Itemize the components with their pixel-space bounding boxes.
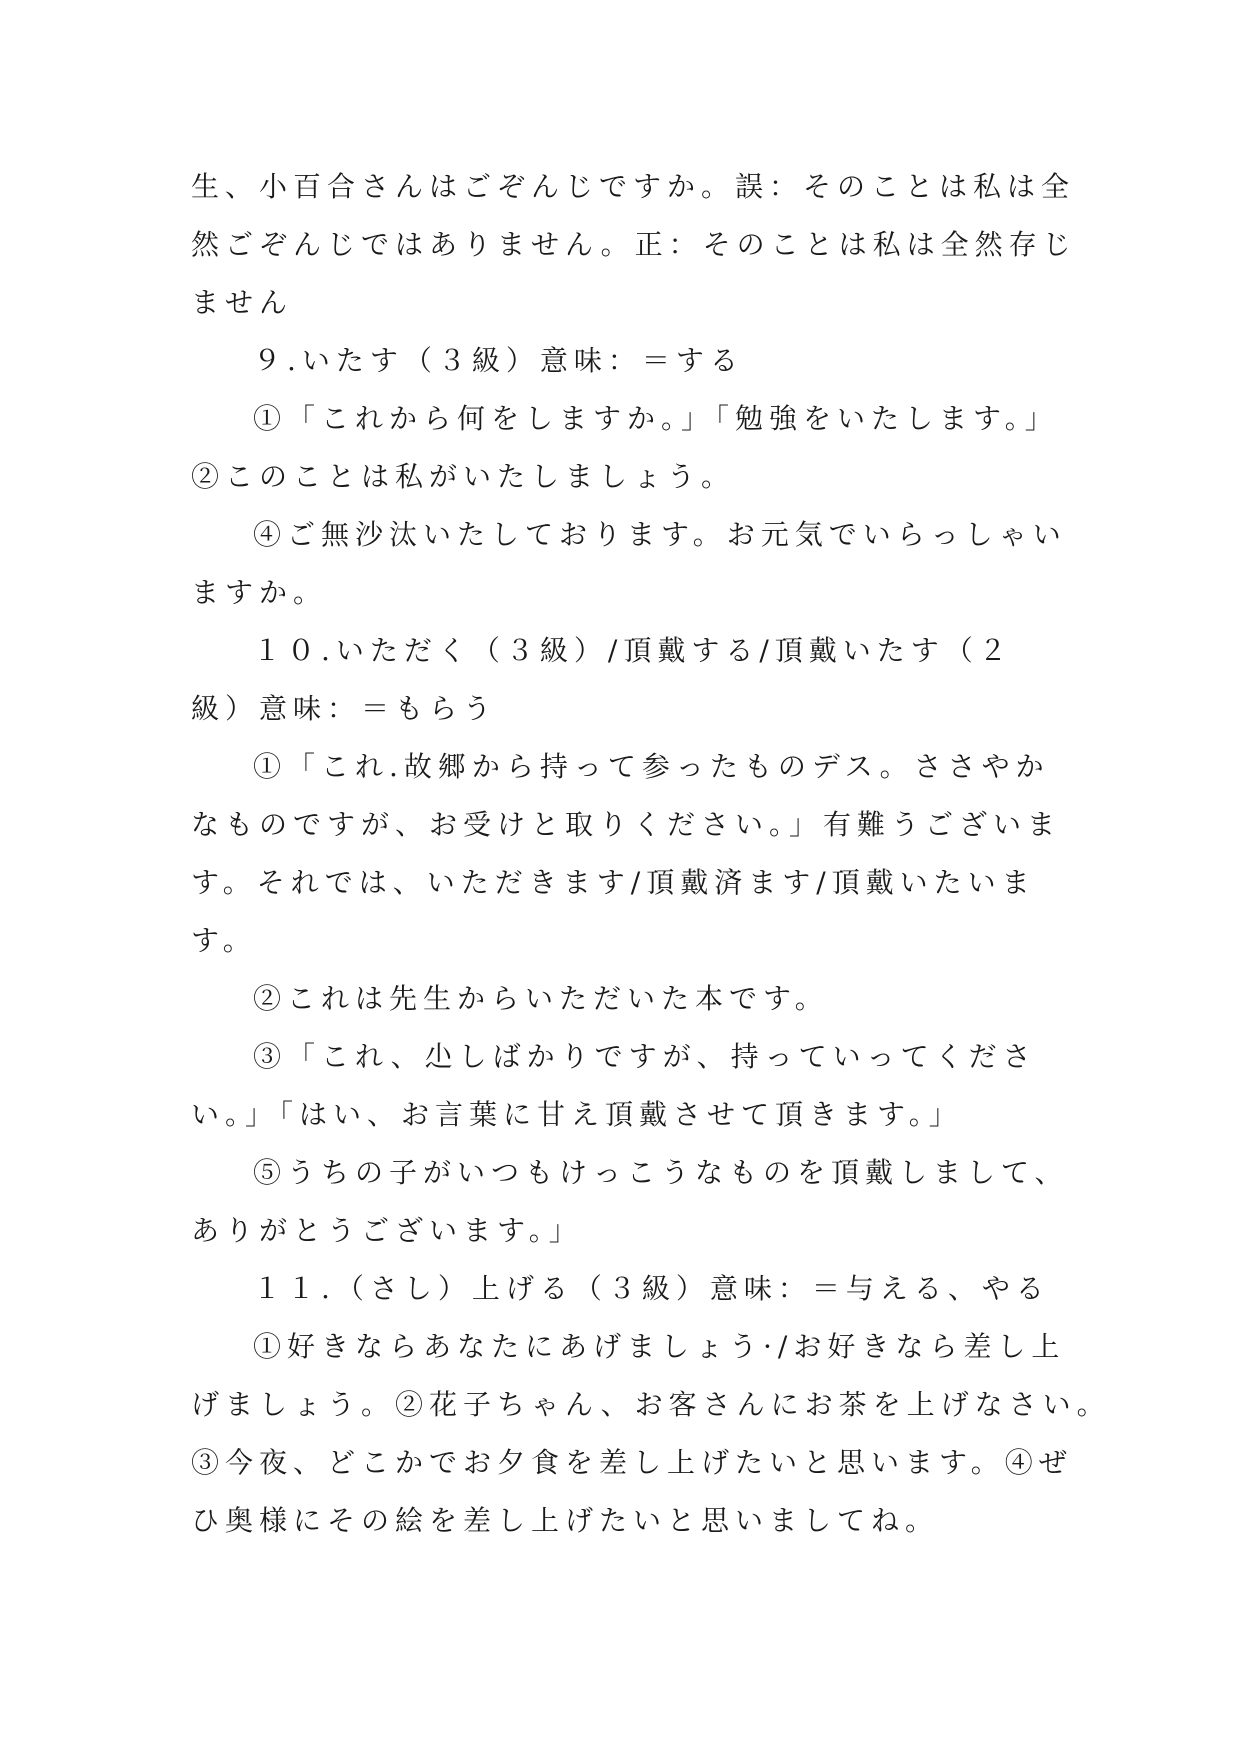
text-line: す。 [191, 924, 257, 957]
section-heading-10: １０.いただく（３級）/頂戴する/頂戴いたす（２ [253, 634, 1013, 667]
section-heading-9: ９.いたす（３級）意味：＝する [253, 344, 744, 377]
example-line: ②これは先生からいただいた本です。 [253, 982, 829, 1015]
text-line: 然ごぞんじではありません。正：そのことは私は全然存じ [191, 228, 1077, 261]
text-line: 生、小百合さんはごぞんじですか。誤：そのことは私は全 [191, 170, 1076, 203]
text-line: ③今夜、どこかでお夕食を差し上げたいと思います。④ぜ [191, 1446, 1073, 1479]
example-line: ③「これ、尐しばかりですが、持っていってくださ [253, 1040, 1037, 1073]
example-line: ②このことは私がいたしましょう。 [191, 460, 736, 493]
section-heading-11: １１.（さし）上げる（３級）意味：＝与える、やる [253, 1272, 1050, 1305]
example-line: ①「これ.故郷から持って参ったものデス。ささやか [253, 750, 1050, 783]
text-line: げましょう。②花子ちゃん、お客さんにお茶を上げなさい。 [191, 1388, 1111, 1421]
example-line: ①好きならあなたにあげましょう·/お好きなら差し上 [253, 1330, 1066, 1363]
document-body [191, 158, 1111, 1550]
text-line: い。」「はい、お言葉に甘え頂戴させて頂きます。」 [191, 1098, 963, 1131]
example-line: ④ご無沙汰いたしております。お元気でいらっしゃい [253, 518, 1067, 551]
example-line: ⑤うちの子がいつもけっこうなものを頂戴しまして、 [253, 1156, 1069, 1189]
text-line: 級）意味：＝もらう [191, 692, 498, 725]
text-line: ますか。 [191, 576, 328, 609]
text-line: す。それでは、いただきます/頂戴済ます/頂戴いたいま [191, 866, 1036, 899]
text-line: ひ奥様にその絵を差し上げたいと思いましてね。 [191, 1504, 940, 1537]
text-line: なものですが、お受けと取りください。」有難うございま [191, 808, 1062, 841]
example-line: ①「これから何をしますか。」「勉強をいたします。」 [253, 402, 1059, 435]
text-line: ありがとうございます。」 [191, 1214, 583, 1247]
text-line: ません [191, 286, 294, 319]
